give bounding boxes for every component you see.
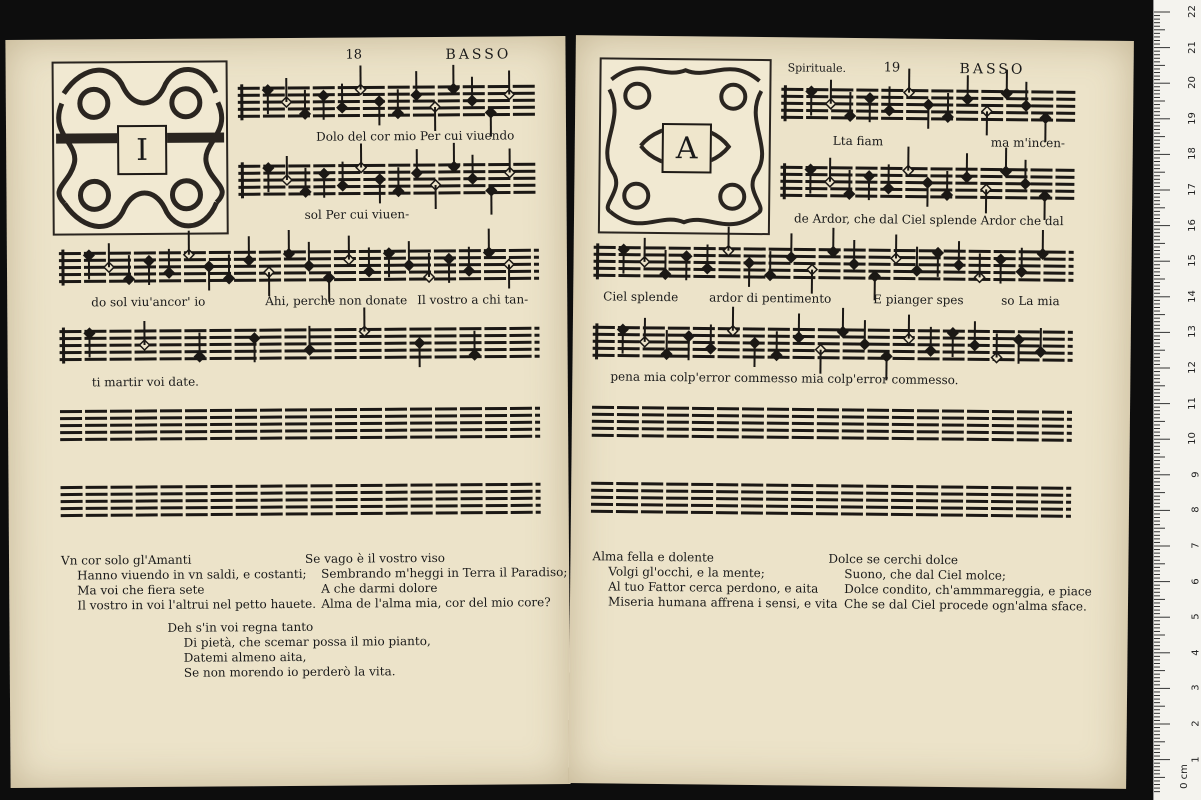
poem-line: Se vago è il vostro viso [304, 550, 446, 566]
staff-line [61, 491, 541, 494]
staff-system [780, 145, 1075, 220]
ruler-number: 14 [1187, 289, 1199, 303]
ruler-number: 1 [1190, 755, 1201, 763]
poem-line: Sembrando m'heggi in Terra il Paradiso; [321, 565, 568, 581]
staff-line [59, 250, 539, 253]
staff-system [238, 64, 538, 138]
staff-line [781, 96, 1075, 99]
staff-system [591, 483, 1071, 516]
staff-line [592, 428, 1072, 433]
staff-line [59, 257, 539, 260]
lyric-line: de Ardor, che dal Ciel splende Ardor che dal [793, 211, 1064, 229]
ruler-number: 18 [1187, 147, 1199, 161]
lyric-line: ma m'incen- [990, 135, 1066, 151]
staff-line [592, 407, 1072, 412]
lyric-line: so La mia [1001, 293, 1060, 309]
staff-line [781, 89, 1075, 92]
staff-line [591, 483, 1071, 488]
lyric-line: do sol viu'ancor' io [91, 294, 206, 310]
running-title: Spirituale. [787, 61, 847, 75]
staff-line [591, 511, 1071, 516]
ruler-number: 21 [1187, 40, 1199, 54]
poem-line: Deh s'in voi regna tanto [167, 619, 314, 635]
page-number: 18 [345, 47, 363, 63]
ruler-number: 16 [1187, 218, 1199, 232]
staff-line [591, 490, 1071, 495]
staff-system [238, 142, 538, 216]
ruler-number: 5 [1190, 613, 1201, 620]
staff-line [781, 167, 1075, 170]
right-page [568, 35, 1134, 789]
lyric-line: ardor di pentimento [709, 290, 832, 306]
ruler-number: 12 [1187, 361, 1199, 374]
staff-line [61, 498, 541, 501]
part-header: BASSO [445, 46, 512, 63]
music-staves [5, 36, 568, 520]
poem-line: Se non morendo io perderò la vita. [183, 664, 396, 680]
staff-line [59, 335, 539, 338]
ruler-number: 17 [1187, 183, 1199, 196]
staff-line [593, 341, 1073, 346]
staff-line [238, 93, 538, 95]
initial-letter: A [661, 123, 712, 174]
poem-line: Hanno viuendo in vn saldi, e costanti; [77, 566, 307, 583]
staff-line [61, 484, 541, 487]
staff-line [238, 171, 538, 173]
poem-line: A che darmi dolore [321, 580, 438, 596]
poem-line: Alma de l'alma mia, cor del mio core? [321, 595, 551, 611]
poem-line: Dolce condito, ch'ammmareggia, e piace [844, 581, 1092, 599]
ruler-number: 3 [1190, 684, 1201, 692]
measurement-ruler [1153, 0, 1201, 800]
lyric-line: E pianger spes [873, 292, 964, 308]
staff-system [592, 407, 1072, 440]
music-staves [571, 35, 1134, 521]
poem-line: Miseria humana affrena i sensi, e vita [607, 594, 838, 611]
lyric-line: Lta fiam [832, 133, 884, 149]
staff-line [780, 174, 1074, 177]
poem-line: Volgi gl'occhi, e la mente; [608, 564, 765, 581]
staff-line [59, 328, 539, 331]
staff-line [60, 408, 540, 411]
lyric-line: Ciel splende [603, 289, 679, 305]
staff-system [59, 306, 539, 369]
poem-line: Al tuo Fattor cerca perdono, e aita [608, 579, 819, 596]
staff-line [61, 512, 541, 515]
ruler-number: 11 [1187, 396, 1199, 410]
staff-line [60, 429, 540, 432]
poem-stanza-1 [592, 549, 838, 612]
poem-line: Suono, che dal Ciel molce; [844, 566, 1007, 583]
ruler-number: 13 [1187, 325, 1199, 339]
staff-line [60, 436, 540, 439]
ruler-number: 2 [1190, 720, 1201, 727]
staff-line [591, 497, 1071, 502]
staff-line [60, 342, 540, 345]
staff-system [61, 484, 541, 515]
staff-line [61, 505, 541, 508]
ruler-number: 9 [1190, 471, 1201, 478]
part-header: BASSO [959, 61, 1026, 78]
left-page [5, 36, 570, 788]
staff-line [238, 164, 538, 166]
poem-line: Il vostro in voi l'altrui nel petto hauete. [77, 596, 317, 613]
lyric-line: Il vostro a chi tan- [417, 292, 529, 308]
ruler-number: 4 [1190, 649, 1201, 656]
lyric-line: Dolo del cor mio Per cui viuendo [316, 128, 515, 144]
ruler-number: 8 [1190, 506, 1201, 514]
ruler-number: 20 [1187, 76, 1199, 90]
poem-line: Dolce se cerchi dolce [828, 551, 959, 568]
staff-line [592, 414, 1072, 419]
lyric-line: ti martir voi date. [91, 374, 200, 390]
initial-letter: I [117, 125, 167, 175]
staff-line [592, 421, 1072, 426]
staff-system [781, 67, 1076, 142]
staff-system [60, 408, 540, 439]
staff-line [592, 435, 1072, 440]
poem-line: Di pietà, che scemar possa il mio pianto, [183, 634, 431, 650]
ruler-number: 15 [1187, 254, 1199, 268]
lyric-line: sol Per cui viuen- [304, 207, 410, 222]
poem-line: Che se dal Ciel procede ogn'alma sface. [843, 596, 1087, 614]
ruler-unit-label: 0 cm [1179, 764, 1191, 789]
staff-line [593, 327, 1073, 332]
poem-line: Vn cor solo gl'Amanti [60, 552, 192, 568]
staff-line [591, 504, 1071, 509]
ruler-number: 6 [1190, 577, 1201, 585]
staff-line [60, 415, 540, 418]
poem-stanza-1 [61, 552, 316, 614]
ruler-number: 7 [1190, 542, 1201, 549]
staff-line [60, 356, 540, 359]
lyric-line: Ahi, perche non donate [265, 293, 408, 309]
staff-line [593, 334, 1073, 339]
staff-line [60, 349, 540, 352]
ruler-number: 19 [1187, 111, 1199, 125]
lyric-line: pena mia colp'error commesso mia colp'error commesso. [610, 369, 959, 388]
poem-line: Alma fella e dolente [592, 549, 714, 565]
poem-line: Ma voi che fiera sete [77, 582, 205, 598]
page-number: 19 [883, 60, 901, 76]
ruler-number: 10 [1187, 432, 1199, 446]
poem-stanza-3 [167, 619, 431, 681]
poem-stanza-2 [828, 552, 1092, 615]
ruler-number: 22 [1187, 5, 1199, 18]
poem-line: Datemi almeno aita, [183, 649, 307, 665]
poem-stanza-2 [305, 550, 568, 612]
staff-line [60, 422, 540, 425]
staff-line [238, 86, 538, 88]
